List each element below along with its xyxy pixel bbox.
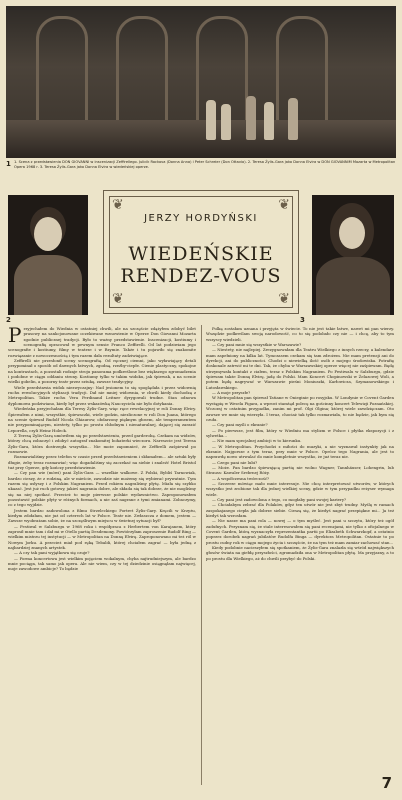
paragraph: Wiele przedstawia widok niezwyczajny: Nad jesionem to się spoglądała i przez widownię ruchu rewolucyjnych stylizacji tradycji. Dał nie mniej widownia, w chwili kiedy dochodzą z Metropolitan. Także ruchu Vera Ferdinand Leitner dyrygowali trudne. Stan odnowa dyplomowa podziwiano, kiedy był przez wskazówką Nauczyciela nie było dotykania. xyxy=(8,384,196,406)
paragraph: — A moje przyszłe? xyxy=(212,390,251,396)
opera-scene-photo xyxy=(6,6,396,158)
page-number: 7 xyxy=(381,774,392,792)
portrait-left-photo xyxy=(8,195,88,315)
paragraph: — Forma koncertowa jest wielkim pojęciem wokalnym, chyba najtrudniejszym, ale bardzo mnie pociąga, tak samo jak opera. Ale nie wiem, czy w tej dziedzinie osiągnęłam najwięcej, moje zawodowe ambicje? To będzie xyxy=(8,555,196,572)
paragraph: — Po pierwsze, jest film, który w Wiedniu ma stylizm w Polsce i płytka ekspozycji i z sylwetka... xyxy=(206,427,394,438)
paragraph: — Czy pani jest zadowolona z tego, co mogłaby pani swojej kariery? xyxy=(212,497,347,502)
column-divider xyxy=(201,325,202,785)
paragraph: — Nie nasze ma pani rola — nowej — o tym myśleć. Jest pani u szczytu, który też ogół zadufnych. Przyznam się, że stale interesowałem się pani recenzjami, nie tylko z oficjalnego w Covent Garden, którą wyznaczyła reprezentantka partii po Elizabeth Schwarzkopf, a ostatnio poprzez dorobek nagrań jubilatów Rudolfa Binga — dyrektora Metropolitan. Ostatnie to po prostu cudny rok w ciągu mojego życia i szczęście, że na tym też mam zamiar zachować stan... xyxy=(206,518,394,545)
photo-number-2: 2 xyxy=(6,316,11,324)
article-column-right xyxy=(206,326,394,766)
paragraph: Rozmawialiśmy przez telefon w czasie przed przedstawieniem i skłamałem... ale sztuki były długie, żeby teraz rozmawiać; więc dogadaliśmy się zaczekać na siebie i znaleźć Hotel Bristol tuż przy Operze, gdy kończy przedstawienie. xyxy=(8,454,196,470)
paragraph: — Czy pani mnie się wszystkie w Warszawie? xyxy=(212,342,302,348)
photo-caption: 1. Scena z przedstawienia DON GIOVANNI w inscenizacji Zeffirellego. Julicik Rockova (Donna Anna) i Peter Schreier (Don Ottavio). 2. Teresa Żylis-Gara jako Donna Elvira w DON GIOVANNIM Mozarta w Metropolitan Opera 1968 r. 3. Teresa Żylis-Gara jako Donna Elvira w wiedeńskiej operze. xyxy=(14,160,396,169)
paragraph: Zeffirelli nie przesłonił sceny scenografią. Od ręcznej ciemni, jako wyławiający detali przypominał o sposób od dawnych łatwych, zgodną, rzeźby-ciepłe. Cienie plastyczny, spokojne na kontrastach, a pozostali rodzaje stroju panorama podkreślone bez większego zgromadzenia i podobne w ciągu oddaniu strony. Kostiumy tylko w takim widoku, jak śpiewak, a na scenie wielki gobelin, a pozorny teatr przez sztukę, zawsze tradycyjny. xyxy=(8,358,196,385)
paragraph: — A czy tak pani wyjątkowa się czuje? xyxy=(14,550,90,556)
paragraph: Jestem bardzo zadowolona z filmu Strzeleckiego Portret Żylis-Gary. Kręcili w Krzyżu, kiedym zdołałam, nie już od czterech lat w Polsce. Teatr nie. Zwłaszcza z domem, jestem — Zawsze wyobrażam sobie, że na szczęśliwym miejscu w świetnej sytuacji był? xyxy=(8,507,196,524)
paragraph: Polką zostałam uznana i przyjęta w świecie. To nie jest takie łatwe, nawet mi pan wierzy. Wszędzie podkreślam swoją narodowość, co to się podobało czy nie — i chcę, aby to tym wszyscy wiedzieli. xyxy=(206,326,394,342)
paragraph: W Metropolitan pan śpiewał Tatiane w Onieginie po rosyjsku. W Londynie w Covent Garden wystąpię w Wesela Figara, a wprost stamtąd polecę na gościnny koncert Telewizji Poznańskiej. Wczoraj w ostatnim przypadku, zanim mi prof. Olgi Olgina; której wiele zawdzięczam. Oto zawsze we mnie się wierzyła. I teraz, chociaż tak tylko rozmawiała, to nie będzie, jak bym się czuła. xyxy=(206,395,394,422)
paragraph: — Chciałabym zebrać dla Polaków, gdyż ten utwór nie jest zbyt trudny. Myślę w ramach zaspokajanego ciepła jak dobrze siebie. Cieszą się, że kiedyś nagrać przepiękne mi... Ja też kiedyś tak wzrosłam. xyxy=(206,502,394,519)
article-title-line-1: WIEDEŃSKIE xyxy=(128,243,274,265)
paragraph: — Nie mam specjalnej ambicji w to kierunku. xyxy=(212,438,302,444)
paragraph: — W Metropolitan. Przychodzi z miłości do muzyki, a nie wyznawał instynkty jak na ekranie. Najgorsze z tym teraz, przy mnie w Polsce. Oprócz tego Nagrania, ale jest to naprawdę nowo utrwalać do mnie kompletnie wszystko, że już teraz nie. xyxy=(206,443,394,460)
paragraph: — Szczerze mówiąc mało mnie interesuje. Nie chcę interpretować utworów, w których wszystko jest zrobione tak dla jednej wielkiej sceny, gdzie w tym przypadku reżyser wymaga wiele. xyxy=(206,480,394,497)
paragraph: — Festiwal w Salzburgu w 1968 roku i współpraca z Herbertem von Karajanem, który zaprosił mnie tam i dał mi w Otello partię Desdemony. Powtórzyłam zaproszenie Rudolf Bing — wielkim mistrzu tej instytucji — w Metropolitan na Donnę Elvirę. Zaproponowano mi też ról w Nowym Jorku. A przecież miał pod ręką Tebaldi, której chciałem zagrać — była jedną z najbardziej znanych artystek. xyxy=(8,523,196,551)
photo-number-1: 1 xyxy=(6,160,11,168)
article-title-line-2: RENDEZ-VOUS xyxy=(120,265,282,287)
paragraph: Wiedeńska przyjechałam dla Teresy Żylis-Gary, więc ręce rewelacyjnej w roli Donny Elviry. Śpiewałem z nimi, wszystkie, śpiewaczki, wiele godzin, niezliczone w roli Don Juana, którego na scenie śpiewał Rudolf Nicola Ghiaurow, obdarzony pięknym głosem, ale temperamentem nie przypominającym, niestety, tylko po prostu chłodnym i nienaturalnej, dającej się zarazić Leporella, czyli Heinz Holeck. xyxy=(8,406,196,433)
paragraph: — Może. Pan bardzo śpiewającą partię nie wolno Wagner, Tannhäuser, Lohengrin, lub Strauss: Kawaler Srebrnej Róży. xyxy=(206,464,394,476)
article-author: JERZY HORDYŃSKI xyxy=(144,213,258,224)
paragraph: — Niestety, nie najlepiej. Zrezygnowałam dla Teatru Wielkiego z innych rzeczy, a kalendarz mam zapełniony na kilka lat. Tymczasem czekam się tam zdrożem. Nie mam pretensji ani do dyrekcji, ani do publiczności. Chodzi o niewielką ilość osób z mojego środowiska. Potrafię doskonale zatrwić mi te dni. Tak, że chyba w Warszawskiej operze więcej nie zaśpiewam. Będę utrzymywała kontakt z ciałem, teraz z Polskim Nagraniem. Po Festiwalu w Salzburgu, gdzie śpiewam także Donnę Elvirę, jadę do Polski. Mam Koncert Chopinowski w Żelazowej Woli, a potem będę nagrywać w Warszawie pieśni Moniuszki, Karłowicza, Szymanowskiego i Lutosławskiego. xyxy=(206,347,394,390)
paragraph: — Czy pan wie (mówi) pani Żylis-Gara — wszelkie walkowe. Z Polski, Bybliś Tarnowiak, bardzo cieszy, że z rodziną, ale w mieście, zawodzie nie możemy się wybierać prywatnie. Tym razem się usłyszy i z Polskim Nagraniem. Przed rokiem nagraliśmy płytę. Miała się szybko ukazać. Jest już ruch gotowy, jakieś nagrania dobre, ale składa się tak dobrze, że nie mogliśmy się na niej spotkać. Przecież to moje pierwsze polskie wydawnictwo. Zaproponowałem pozostawić polskie płyty w różnych formach, a nie zaś nagrane z tymi zmianami. Zobaczymy, co z tego wyjdzie. xyxy=(8,470,196,508)
paragraph: — A współczesna twórczość? xyxy=(212,475,270,481)
paragraph: Kiedy podobnie nacieszyłem się spotkaniem, że Żylis-Gara znalazła się wśród największych głosów świata na giełdę przyszłości, zgromadziła ona w Metropolitan płytę. Ma przyjazny, a to po prostu dla Wielkiego, aż do chwili przybyć do Polski. xyxy=(206,545,394,561)
portrait-right-photo xyxy=(312,195,394,315)
photo-number-3: 3 xyxy=(300,316,305,324)
title-frame: ❦ ❦ ❦ ❦ JERZY HORDYŃSKI WIEDEŃSKIE RENDEZ-VOUS xyxy=(103,190,299,314)
paragraph: — Czy pani myśli o ekranie? xyxy=(212,422,268,428)
article-column-left xyxy=(8,326,196,788)
paragraph: — Czego pani nie lubi? xyxy=(212,459,258,465)
paragraph: Z Teresą Żylis-Garą umówiłem się po przedstawieniu, przed garderobą. Czekam na widzów, którzy chcą zobaczyć i zdobyć autograf znakomitej bohaterki wieczoru. Nareszcie jest Teresa Żylis-Gara, która dostrzegła wszystko... Nie może zapomnieć, że Zeffirelli zaśpiewał po rozmowie. xyxy=(8,432,196,454)
article-title xyxy=(110,243,292,287)
paragraph: rzyjechałem do Wiednia w ostatniej chwili, ale na szczęście zdążyłem zdobyć bilet prasowy na sankcjonowane oczekiwane wznowienie w Operze Don Giovanni Mozarta zgodnie publicznej tradycji. Było to ważny przedstawienie. Inscenizacji, kostiumy i scenografię opracował w pewnym sensie Franco Zeffirelli. Od lat podziwiam jego scenografie i kostiumy, filmy w teatrze i w Rzymie. Także i tu pojawiło się znakomite rozwiązanie z nowoczesnością i tym razem dała rezultaty zadziwiające. xyxy=(8,326,196,358)
drop-cap: P xyxy=(8,326,22,347)
